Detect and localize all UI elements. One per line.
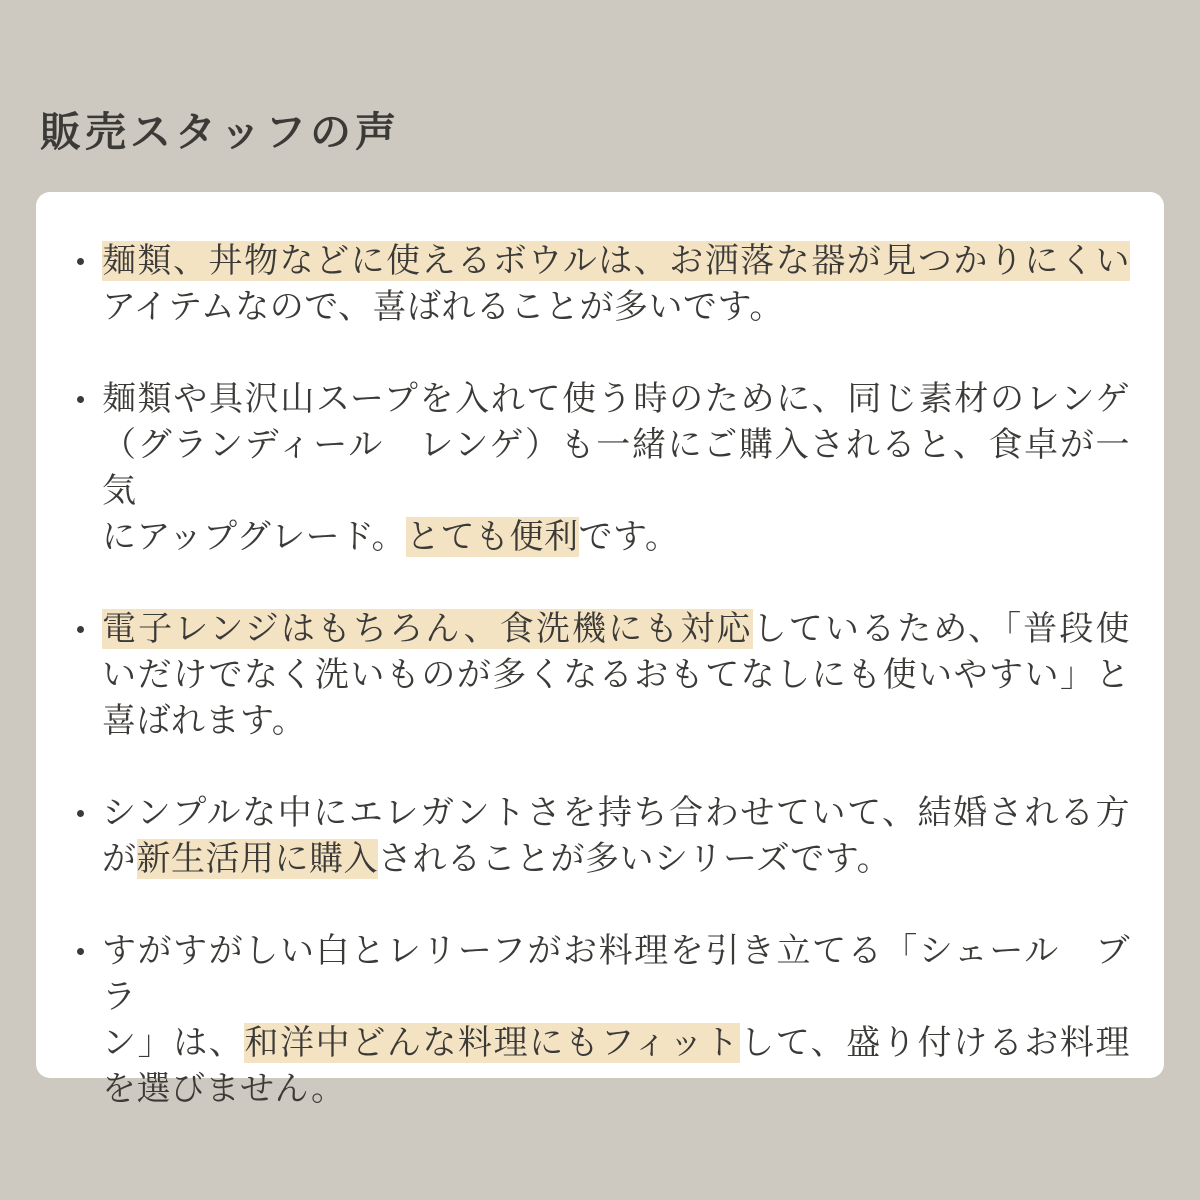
comment-line	[102, 1020, 1130, 1066]
comment-text	[102, 606, 1130, 744]
comment-line	[102, 836, 1130, 882]
comment-line	[102, 928, 1130, 1020]
list-item	[74, 790, 1130, 882]
list-item	[74, 376, 1130, 560]
comment-line	[102, 284, 1130, 330]
highlighted-text: 新生活用に購入	[136, 839, 378, 879]
bullet-icon	[74, 606, 102, 652]
comment-text	[102, 790, 1130, 882]
list-item	[74, 238, 1130, 330]
list-item	[74, 606, 1130, 744]
comment-line	[102, 238, 1130, 284]
bullet-icon	[74, 238, 102, 284]
highlighted-text: 麺類、丼物などに使えるボウルは、お洒落な器が見つかりにくい	[102, 241, 1130, 281]
comment-text	[102, 376, 1130, 560]
plain-text: すがすがしい白とレリーフがお料理を引き立てる「シェール ブラ	[102, 931, 1130, 1017]
bullet-icon	[74, 928, 102, 974]
plain-text: して、盛り付けるお料理	[740, 1023, 1131, 1063]
comment-line	[102, 376, 1130, 422]
comment-line	[102, 422, 1130, 514]
plain-text: （グランディール レンゲ）も一緒にご購入されると、食卓が一気	[102, 425, 1130, 511]
plain-text: が	[102, 839, 137, 879]
staff-comments-card	[36, 192, 1164, 1109]
comment-list	[74, 238, 1130, 1112]
bullet-icon	[74, 376, 102, 422]
comment-line	[102, 514, 1130, 560]
comment-line	[102, 652, 1130, 698]
plain-text: です。	[578, 517, 680, 557]
plain-text: 麺類や具沢山スープを入れて使う時のために、同じ素材のレンゲ	[102, 379, 1130, 419]
comment-line	[102, 606, 1130, 652]
plain-text: にアップグレード。	[102, 517, 407, 557]
comment-line	[102, 698, 1130, 744]
comment-line	[102, 790, 1130, 836]
plain-text: されることが多いシリーズです。	[378, 839, 892, 879]
plain-text: を選びません。	[102, 1069, 346, 1109]
plain-text: アイテムなので、喜ばれることが多いです。	[102, 287, 784, 327]
comment-line	[102, 1066, 1130, 1112]
plain-text: シンプルな中にエレガントさを持ち合わせていて、結婚される方	[102, 793, 1130, 833]
comment-text	[102, 928, 1130, 1112]
highlighted-text: とても便利	[406, 517, 579, 557]
list-item	[74, 928, 1130, 1112]
highlighted-text: 電子レンジはもちろん、食洗機にも対応	[102, 609, 753, 649]
plain-text: いだけでなく洗いものが多くなるおもてなしにも使いやすい」と	[102, 655, 1130, 695]
highlighted-text: 和洋中どんな料理にもフィット	[244, 1023, 741, 1063]
plain-text: ン」は、	[102, 1023, 245, 1063]
page-title: 販売スタッフの声	[40, 108, 400, 156]
plain-text: しているため、「普段使	[752, 609, 1131, 649]
comment-text	[102, 238, 1130, 330]
bullet-icon	[74, 790, 102, 836]
plain-text: 喜ばれます。	[102, 701, 307, 741]
